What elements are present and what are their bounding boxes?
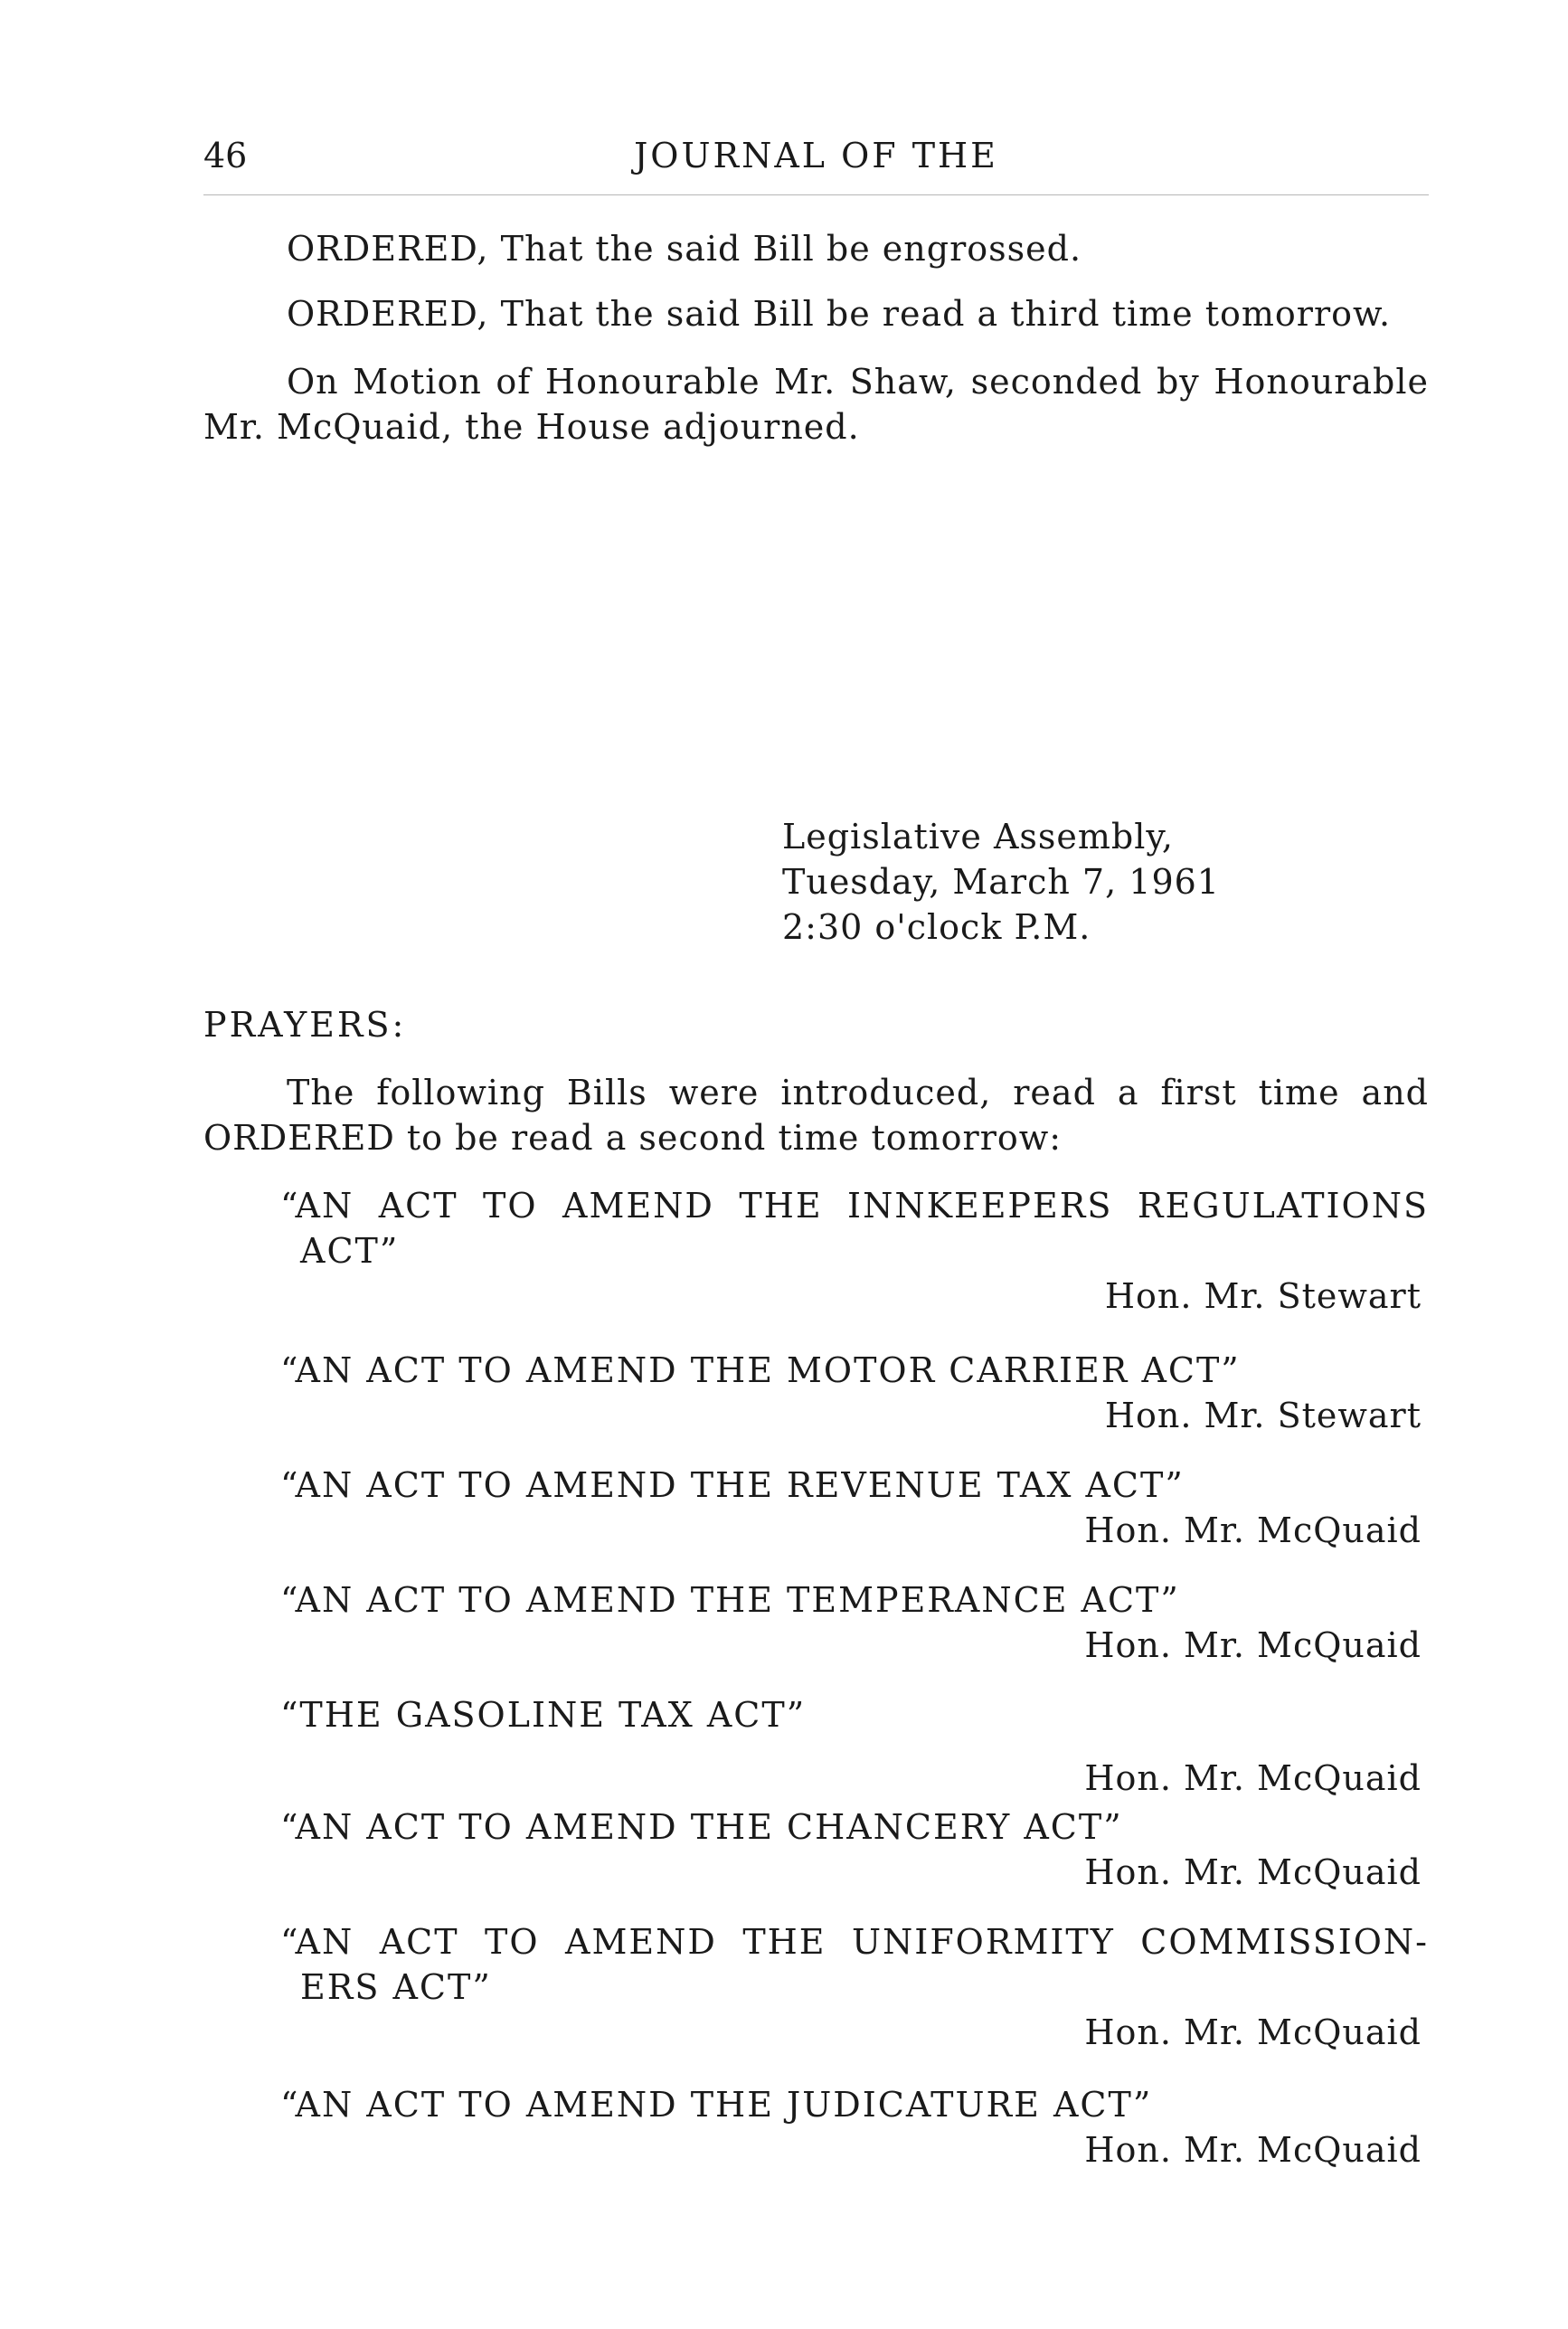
bill-entry <box>280 1692 1429 1801</box>
ordered-engrossed: ORDERED, That the said Bill be engrossed. <box>287 229 1082 269</box>
bill-title: “THE GASOLINE TAX ACT” <box>280 1695 807 1735</box>
ordered-third-reading: ORDERED, That the said Bill be read a third time tomorrow. <box>287 294 1392 334</box>
bill-title: “AN ACT TO AMEND THE JUDICATURE ACT” <box>280 2085 1153 2125</box>
bill-entry <box>280 1804 1429 1895</box>
bill-sponsor: Hon. Mr. McQuaid <box>1084 1852 1422 1892</box>
page-number: 46 <box>203 136 248 175</box>
sitting-time: 2:30 o'clock P.M. <box>782 907 1091 947</box>
bill-entry <box>280 2082 1429 2173</box>
bill-title: “AN ACT TO AMEND THE INNKEEPERS REGULATIONS ACT” <box>280 1186 1429 1271</box>
header-rule <box>203 194 1429 195</box>
bill-sponsor: Hon. Mr. McQuaid <box>1084 1510 1422 1550</box>
bills-introduction: The following Bills were introduced, read a first time and ORDERED to be read a second time tomorrow: <box>203 1073 1429 1158</box>
sitting-dateline <box>782 814 1220 950</box>
bill-title: “AN ACT TO AMEND THE TEMPERANCE ACT” <box>280 1580 1180 1620</box>
bill-title: “AN ACT TO AMEND THE CHANCERY ACT” <box>280 1807 1123 1847</box>
bill-sponsor: Hon. Mr. McQuaid <box>1084 2012 1422 2052</box>
bill-sponsor: Hon. Mr. McQuaid <box>1084 2130 1422 2170</box>
bill-sponsor: Hon. Mr. Stewart <box>1104 1396 1422 1435</box>
bill-sponsor: Hon. Mr. McQuaid <box>1084 1758 1422 1798</box>
assembly-name: Legislative Assembly, <box>782 817 1174 857</box>
adjournment-motion: On Motion of Honourable Mr. Shaw, seconded by Honourable Mr. McQuaid, the House adjourned. <box>203 362 1429 447</box>
bill-sponsor: Hon. Mr. McQuaid <box>1084 1625 1422 1665</box>
bill-entry <box>280 1919 1429 2055</box>
bill-entry <box>280 1183 1429 1319</box>
running-head: JOURNAL OF THE <box>634 136 998 175</box>
page-header <box>203 136 1429 190</box>
sitting-date: Tuesday, March 7, 1961 <box>782 862 1220 902</box>
bill-sponsor: Hon. Mr. Stewart <box>1104 1276 1422 1316</box>
prayers-heading: PRAYERS: <box>203 1005 407 1045</box>
bill-entry <box>280 1577 1429 1668</box>
bill-entry <box>280 1348 1429 1438</box>
bill-title: “AN ACT TO AMEND THE REVENUE TAX ACT” <box>280 1465 1185 1505</box>
bill-title: “AN ACT TO AMEND THE MOTOR CARRIER ACT” <box>280 1350 1241 1390</box>
bill-title: “AN ACT TO AMEND THE UNIFORMITY COMMISSION-ERS ACT” <box>280 1922 1429 2007</box>
bill-entry <box>280 1463 1429 1553</box>
